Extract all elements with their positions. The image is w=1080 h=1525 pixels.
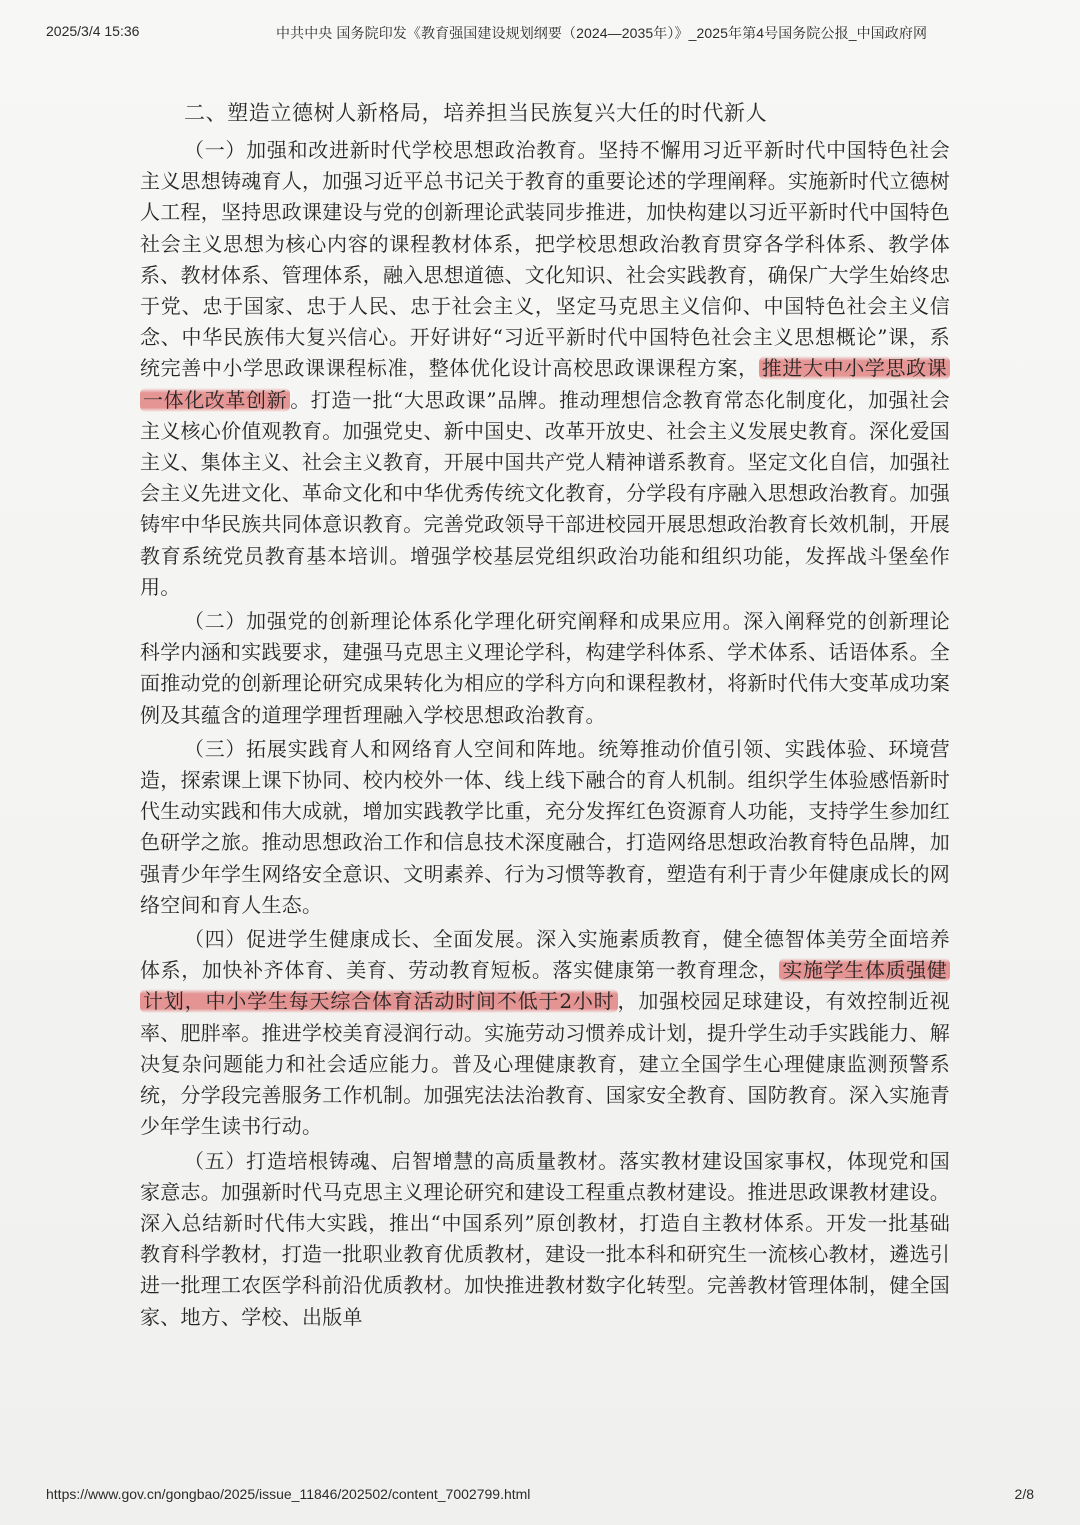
print-date: 2025/3/4 15:36 [46,23,140,39]
source-url: https://www.gov.cn/gongbao/2025/issue_11846/202502/content_7002799.html [46,1486,531,1502]
section-heading: 二、塑造立德树人新格局，培养担当民族复兴大任的时代新人 [184,101,768,125]
highlighted-passage-1: 推进大中小学思政课一体化改革创新 [140,356,950,411]
paragraph-4-text-after: ，加强校园足球建设，有效控制近视率、肥胖率。推进学校美育浸润行动。实施劳动习惯养成计划，提升学生动手实践能力、解决复杂问题能力和社会适应能力。普及心理健康教育，建立全国学生心理健康监测预警系统，分学段完善服务工作机制。加强宪法法治教育、国家安全教育、国防教育。深入实施青少年学生读书行动。 [140,989,950,1139]
page-number: 2/8 [1014,1486,1034,1502]
print-document-title: 中共中央 国务院印发《教育强国建设规划纲要（2024—2035年）》_2025年第4号国务院公报_中国政府网 [276,25,928,41]
paragraph-4 [140,924,950,1142]
paragraph-5: （五）打造培根铸魂、启智增慧的高质量教材。落实教材建设国家事权，体现党和国家意志。加强新时代马克思主义理论研究和建设工程重点教材建设。推进思政课教材建设。深入总结新时代伟大实践，推出“中国系列”原创教材，打造自主教材体系。开发一批基础教育科学教材，打造一批职业教育优质教材，建设一批本科和研究生一流核心教材，遴选引进一批理工农医学科前沿优质教材。加快推进教材数字化转型。完善教材管理体制，健全国家、地方、学校、出版单 [140,1148,950,1329]
paragraph-3: （三）拓展实践育人和网络育人空间和阵地。统筹推动价值引领、实践体验、环境营造，探索课上课下协同、校内校外一体、线上线下融合的育人机制。组织学生体验感悟新时代生动实践和伟大成就，增加实践教学比重，充分发挥红色资源育人功能，支持学生参加红色研学之旅。推动思想政治工作和信息技术深度融合，打造网络思想政治教育特色品牌，加强青少年学生网络安全意识、文明素养、行为习惯等教育，塑造有利于青少年健康成长的网络空间和育人生态。 [140,736,950,917]
print-header [0,23,1080,47]
paragraph-2: （二）加强党的创新理论体系化学理化研究阐释和成果应用。深入阐释党的创新理论科学内涵和实践要求，建强马克思主义理论学科，构建学科体系、学术体系、话语体系。全面推动党的创新理论研究成果转化为相应的学科方向和课程教材，将新时代伟大变革成功案例及其蕴含的道理学理哲理融入学校思想政治教育。 [140,609,950,727]
highlighted-passage-2: 实施学生体质强健计划，中小学生每天综合体育活动时间不低于2小时 [140,958,950,1013]
paragraph-1-text-before: （一）加强和改进新时代学校思想政治教育。坚持不懈用习近平新时代中国特色社会主义思想铸魂育人，加强习近平总书记关于教育的重要论述的学理阐释。实施新时代立德树人工程，坚持思政课建设与党的创新理论武装同步推进，加快构建以习近平新时代中国特色社会主义思想为核心内容的课程教材体系，把学校思想政治教育贯穿各学科体系、教学体系、教材体系、管理体系，融入思想道德、文化知识、社会实践教育，确保广大学生始终忠于党、忠于国家、忠于人民、忠于社会主义，坚定马克思主义信仰、中国特色社会主义信念、中华民族伟大复兴信心。开好讲好“习近平新时代中国特色社会主义思想概论”课，系统完善中小学思政课课程标准，整体优化设计高校思政课课程方案， [140,138,950,381]
document-body [140,98,950,1336]
paragraph-1-text-after: 。打造一批“大思政课”品牌。推动理想信念教育常态化制度化，加强社会主义核心价值观教育。加强党史、新中国史、改革开放史、社会主义发展史教育。深化爱国主义、集体主义、社会主义教育，开展中国共产党人精神谱系教育。坚定文化自信，加强社会主义先进文化、革命文化和中华优秀传统文化教育，分学段有序融入思想政治教育。加强铸牢中华民族共同体意识教育。完善党政领导干部进校园开展思想政治教育长效机制，开展教育系统党员教育基本培训。增强学校基层党组织政治功能和组织功能，发挥战斗堡垒作用。 [140,387,951,599]
paragraph-1 [140,135,950,603]
paragraph-4-text-before: （四）促进学生健康成长、全面发展。深入实施素质教育，健全德智体美劳全面培养体系，加快补齐体育、美育、劳动教育短板。落实健康第一教育理念， [140,927,950,983]
print-footer [0,1486,1080,1508]
